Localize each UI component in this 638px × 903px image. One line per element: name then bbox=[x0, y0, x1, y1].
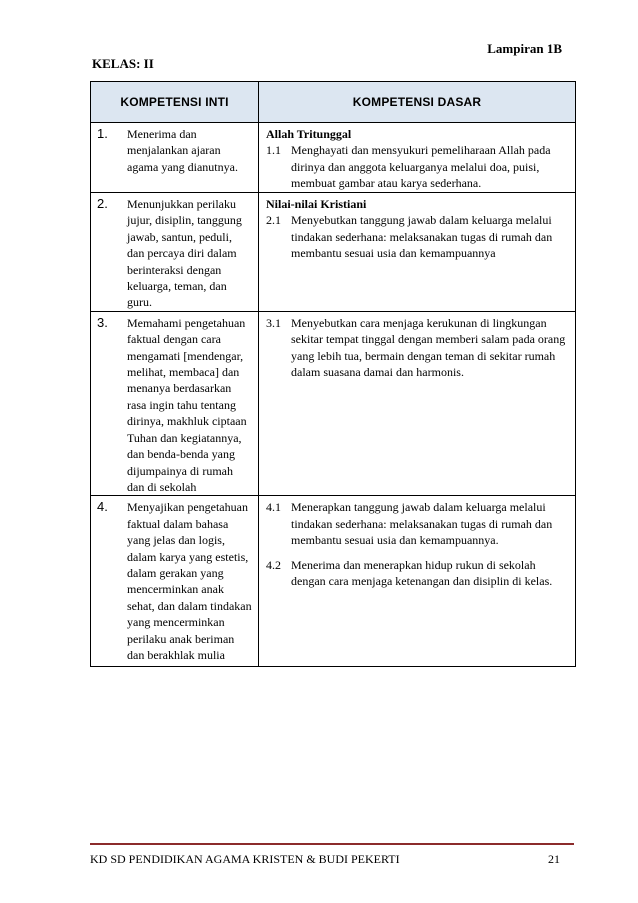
kd-text: Menerima dan menerapkan hidup rukun di sekolah dengan cara menjaga ketenangan dan disiplin di kelas. bbox=[291, 557, 553, 588]
table-row bbox=[91, 193, 576, 312]
competency-table bbox=[90, 81, 576, 667]
footer-title: KD SD PENDIDIKAN AGAMA KRISTEN & BUDI PEKERTI bbox=[90, 852, 400, 866]
table-row bbox=[91, 123, 576, 193]
kd-text: Menghayati dan mensyukuri pemeliharaan Allah pada dirinya dan anggota keluarganya melalui doa, puisi, membuat gambar atau karya sederhana. bbox=[291, 143, 551, 191]
kd-text: Menyebutkan tanggung jawab dalam keluarga melalui tindakan sederhana: melaksanakan tugas di rumah dan membantu sesuai usia dan kemampuannya bbox=[291, 213, 553, 261]
appendix-label: Lampiran 1B bbox=[487, 41, 562, 56]
ki-text: Menerima dan menjalankan ajaran agama yang dianutnya. bbox=[127, 127, 238, 174]
table-row bbox=[91, 311, 576, 495]
footer-divider bbox=[90, 843, 574, 845]
kd-text: Menyebutkan cara menjaga kerukunan di lingkungan sekitar tempat tinggal dengan memberi salam pada orang yang lebih tua, bermain dengan teman di sekitar rumah dalam suasana damai dan harmonis. bbox=[291, 315, 566, 380]
header-kompetensi-inti: KOMPETENSI INTI bbox=[91, 82, 259, 123]
ki-number: 1. bbox=[97, 126, 108, 141]
kd-number: 1.1 bbox=[266, 143, 281, 158]
class-label: KELAS: II bbox=[92, 56, 154, 71]
ki-number: 4. bbox=[97, 499, 108, 515]
kd-heading: Nilai-nilai Kristiani bbox=[266, 197, 367, 211]
ki-number: 2. bbox=[97, 196, 108, 211]
kd-number: 3.1 bbox=[266, 315, 281, 330]
ki-text: Menyajikan pengetahuan faktual dalam bahasa yang jelas dan logis, dalam karya yang estetis, dalam gerakan yang mencerminkan anak sehat, dan dalam tindakan yang mencerminkan perilaku anak beriman dan berakhlak mulia bbox=[127, 500, 252, 662]
kd-heading: Allah Tritunggal bbox=[266, 127, 352, 141]
ki-text: Memahami pengetahuan faktual dengan cara mengamati [mendengar, melihat, membaca] dan menanya berdasarkan rasa ingin tahu tentang dirinya, makhluk ciptaan Tuhan dan kegiatannya, dan benda-benda yang dijumpainya di rumah dan di sekolah bbox=[127, 315, 247, 494]
ki-text: Menunjukkan perilaku jujur, disiplin, tanggung jawab, santun, peduli, dan percaya diri dalam berinteraksi dengan keluarga, teman, dan guru. bbox=[127, 197, 242, 310]
header-kompetensi-dasar: KOMPETENSI DASAR bbox=[259, 82, 576, 123]
page-number: 21 bbox=[548, 852, 560, 866]
table-row bbox=[91, 496, 576, 667]
ki-number: 3. bbox=[97, 314, 108, 330]
kd-text: Menerapkan tanggung jawab dalam keluarga melalui tindakan sederhana: melaksanakan tugas di rumah dan membantu sesuai usia dan kemampuannya. bbox=[291, 500, 553, 548]
kd-number: 2.1 bbox=[266, 213, 281, 228]
kd-number: 4.2 bbox=[266, 557, 281, 572]
kd-number: 4.1 bbox=[266, 500, 281, 515]
